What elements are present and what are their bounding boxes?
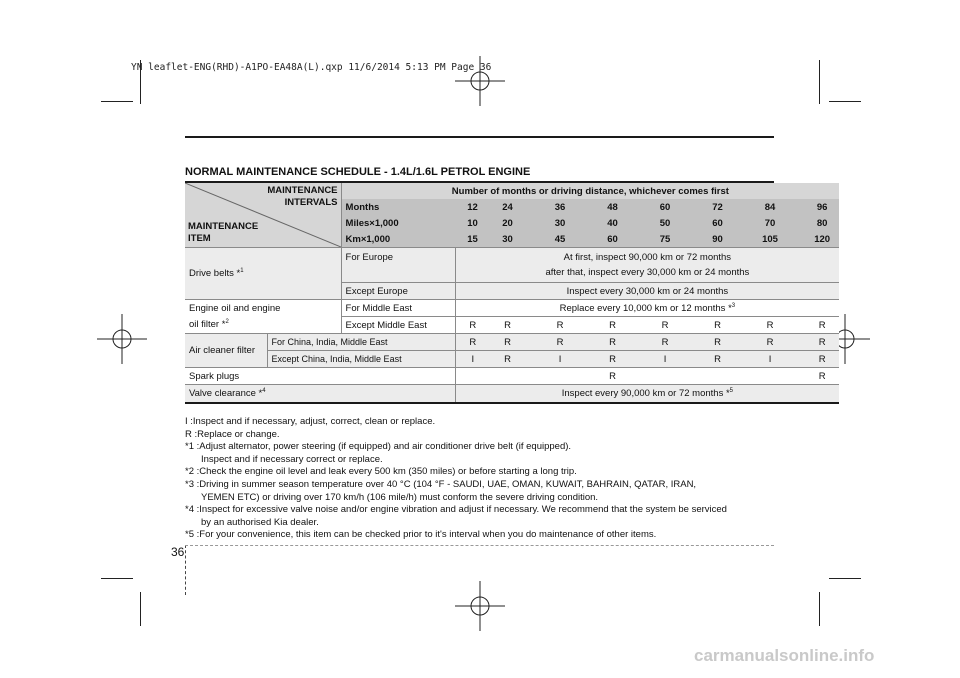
miles-cell: 20 (490, 215, 525, 231)
air-a-cell: R (525, 334, 595, 351)
except-europe-label: Except Europe (341, 283, 455, 300)
km-cell: 75 (630, 231, 700, 247)
spark-cell (525, 368, 595, 385)
air-a-cell: R (700, 334, 735, 351)
air-cleaner-b-row (185, 351, 839, 368)
oil-cell: R (490, 317, 525, 334)
note-2: *2 : Check the engine oil level and leak every 500 km (350 miles) or before starting a long trip. (185, 466, 577, 478)
spark-plugs-item: Spark plugs (185, 368, 455, 385)
note-r: R : Replace or change. (185, 428, 280, 440)
spark-plugs-row (185, 368, 839, 385)
engine-oil-me-row (185, 300, 839, 317)
air-cleaner-b-label: Except China, India, Middle East (267, 351, 455, 368)
air-b-cell: R (595, 351, 630, 368)
months-cell: 36 (525, 199, 595, 215)
air-b-cell: R (700, 351, 735, 368)
miles-cell: 10 (455, 215, 490, 231)
watermark: carmanualsonline.info (694, 646, 875, 665)
oil-cell: R (455, 317, 490, 334)
corner-label-item: MAINTENANCE ITEM (188, 221, 259, 244)
footnotes (185, 416, 780, 542)
crop-mark (829, 101, 861, 102)
print-slug: YN leaflet-ENG(RHD)-A1PO-EA48A(L).qxp 11/6/2014 5:13 PM Page 36 (131, 62, 492, 73)
spark-cell: R (805, 368, 839, 385)
air-cleaner-a-row (185, 334, 839, 351)
engine-oil-item-line2: oil filter *$^2$ (185, 317, 341, 334)
valve-item: Valve clearance *$^4$ (185, 385, 455, 403)
corner-label-intervals: MAINTENANCE INTERVALS (267, 185, 338, 208)
spark-cell: R (595, 368, 630, 385)
note-3: *3 : Driving in summer season temperature over 40 °C (104 °F - SAUDI, UAE, OMAN, KUWAIT, BAHRAIN, QATAR, IRAN, (185, 478, 697, 490)
oil-cell: R (630, 317, 700, 334)
note-i: I : Inspect and if necessary, adjust, correct, clean or replace. (185, 416, 436, 427)
except-middle-east-label: Except Middle East (341, 317, 455, 334)
km-cell: 45 (525, 231, 595, 247)
note-4-cont: by an authorised Kia dealer. (201, 516, 319, 528)
crop-mark (829, 578, 861, 579)
crop-mark (101, 101, 133, 102)
miles-cell: 50 (630, 215, 700, 231)
air-a-cell: R (735, 334, 805, 351)
km-label: Km×1,000 (341, 231, 455, 247)
months-label: Months (341, 199, 455, 215)
maintenance-schedule-table (185, 183, 839, 404)
months-cell: 72 (700, 199, 735, 215)
footer-dash-rule (185, 545, 774, 546)
air-cleaner-item: Air cleaner filter (185, 334, 267, 368)
oil-cell: R (595, 317, 630, 334)
miles-cell: 30 (525, 215, 595, 231)
air-b-cell: R (490, 351, 525, 368)
oil-cell: R (805, 317, 839, 334)
air-a-cell: R (805, 334, 839, 351)
crop-mark (101, 578, 133, 579)
spark-cell (735, 368, 805, 385)
miles-cell: 70 (735, 215, 805, 231)
note-5: *5 : For your convenience, this item can be checked prior to it's interval when you do maintenance of other items. (185, 529, 657, 541)
spark-cell (455, 368, 490, 385)
km-cell: 15 (455, 231, 490, 247)
air-a-cell: R (630, 334, 700, 351)
crop-mark (819, 592, 820, 626)
months-cell: 12 (455, 199, 490, 215)
for-europe-text: At first, inspect 90,000 km or 72 months after that, inspect every 30,000 km or 24 months (455, 248, 839, 283)
km-cell: 90 (700, 231, 735, 247)
corner-header-cell (185, 183, 341, 248)
note-3-cont: YEMEN ETC) or driving over 170 km/h (106 mile/h) must conform the severe driving condition. (201, 491, 599, 503)
air-b-cell: R (805, 351, 839, 368)
registration-mark-bottom (455, 581, 505, 631)
registration-mark-left (97, 314, 147, 364)
drive-belts-item: Drive belts *$^1$ (185, 248, 341, 300)
air-b-cell: I (525, 351, 595, 368)
months-cell: 84 (735, 199, 805, 215)
valve-text: Inspect every 90,000 km or 72 months *$^5$ (455, 385, 839, 403)
km-cell: 105 (735, 231, 805, 247)
km-cell: 60 (595, 231, 630, 247)
air-a-cell: R (595, 334, 630, 351)
months-cell: 48 (595, 199, 630, 215)
months-cell: 60 (630, 199, 700, 215)
months-cell: 96 (805, 199, 839, 215)
drive-belts-europe-row (185, 248, 839, 283)
miles-cell: 40 (595, 215, 630, 231)
km-cell: 120 (805, 231, 839, 247)
oil-cell: R (525, 317, 595, 334)
for-middle-east-text: Replace every 10,000 km or 12 months *$^3$ (455, 300, 839, 317)
crop-mark (819, 60, 820, 104)
air-b-cell: I (735, 351, 805, 368)
km-cell: 30 (490, 231, 525, 247)
miles-cell: 80 (805, 215, 839, 231)
except-europe-text: Inspect every 30,000 km or 24 months (455, 283, 839, 300)
months-cell: 24 (490, 199, 525, 215)
crop-mark (140, 592, 141, 626)
top-rule (185, 136, 774, 138)
note-1-cont: Inspect and if necessary correct or replace. (201, 453, 383, 465)
air-b-cell: I (630, 351, 700, 368)
engine-oil-item-line1: Engine oil and engine (185, 300, 341, 317)
air-a-cell: R (455, 334, 490, 351)
oil-cell: R (700, 317, 735, 334)
spark-cell (490, 368, 525, 385)
for-middle-east-label: For Middle East (341, 300, 455, 317)
section-title: NORMAL MAINTENANCE SCHEDULE - 1.4L/1.6L PETROL ENGINE (185, 166, 531, 178)
page-number-divider (185, 545, 186, 595)
miles-cell: 60 (700, 215, 735, 231)
spark-cell (700, 368, 735, 385)
for-europe-label: For Europe (341, 248, 455, 283)
interval-header: Number of months or driving distance, whichever comes first (341, 183, 839, 199)
engine-oil-exme-row (185, 317, 839, 334)
air-b-cell: I (455, 351, 490, 368)
oil-cell: R (735, 317, 805, 334)
valve-row (185, 385, 839, 403)
air-cleaner-a-label: For China, India, Middle East (267, 334, 455, 351)
miles-label: Miles×1,000 (341, 215, 455, 231)
note-4: *4 : Inspect for excessive valve noise and/or engine vibration and adjust if necessary. We recommend that the system be serviced (185, 504, 727, 516)
air-a-cell: R (490, 334, 525, 351)
note-1: *1 : Adjust alternator, power steering (if equipped) and air conditioner drive belt (if equipped). (185, 441, 572, 453)
page-number: 36 (171, 545, 185, 559)
spark-cell (630, 368, 700, 385)
